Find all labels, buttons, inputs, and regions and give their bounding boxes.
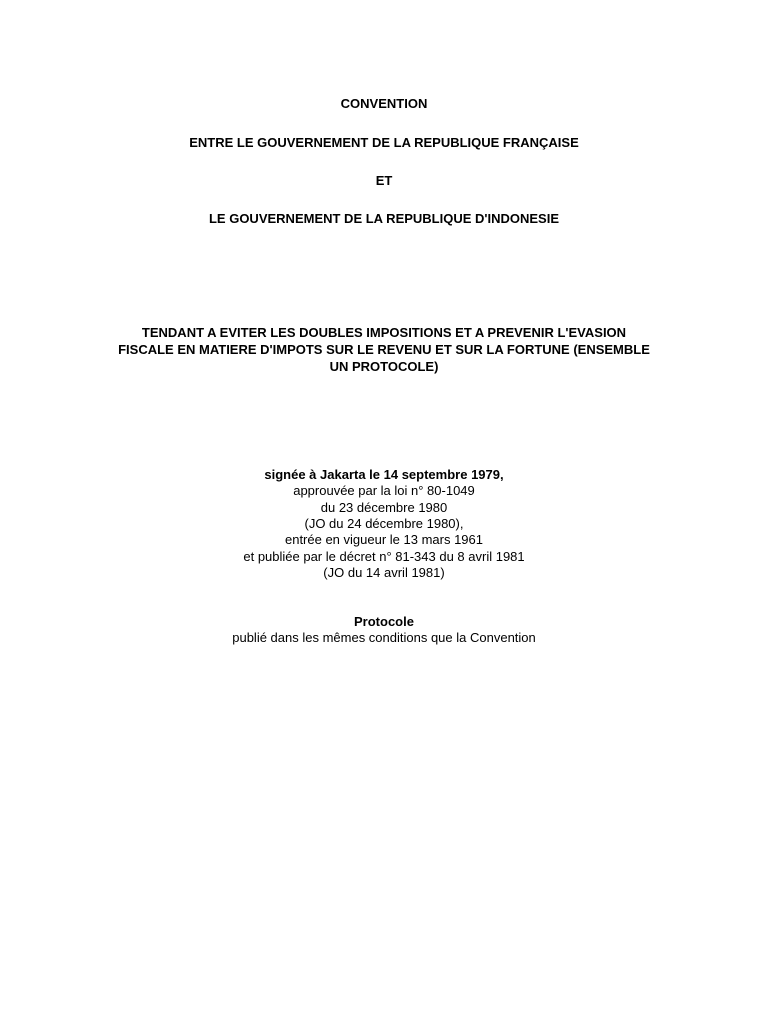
party-france: ENTRE LE GOUVERNEMENT DE LA REPUBLIQUE FRANÇAISE (189, 135, 579, 150)
publication-decree: et publiée par le décret n° 81-343 du 8 avril 1981 (243, 549, 525, 564)
purpose-line-2: FISCALE EN MATIERE D'IMPOTS SUR LE REVENU ET SUR LA FORTUNE (ENSEMBLE (118, 342, 650, 357)
protocol-title: Protocole (354, 614, 414, 629)
approval-date: du 23 décembre 1980 (320, 500, 448, 515)
entry-into-force: entrée en vigueur le 13 mars 1961 (284, 532, 483, 547)
conjunction-et: ET (375, 173, 393, 188)
protocol-publication: publié dans les mêmes conditions que la Convention (232, 630, 536, 645)
document-title: CONVENTION (340, 96, 428, 111)
party-indonesia: LE GOUVERNEMENT DE LA REPUBLIQUE D'INDONESIE (208, 211, 560, 226)
purpose-line-1: TENDANT A EVITER LES DOUBLES IMPOSITIONS ET A PREVENIR L'EVASION (141, 325, 627, 340)
publication-journal: (JO du 14 avril 1981) (323, 565, 445, 580)
signature-line: signée à Jakarta le 14 septembre 1979, (264, 467, 504, 482)
purpose-line-3: UN PROTOCOLE) (329, 359, 439, 374)
approval-law: approuvée par la loi n° 80-1049 (293, 483, 475, 498)
approval-journal: (JO du 24 décembre 1980), (304, 516, 464, 531)
